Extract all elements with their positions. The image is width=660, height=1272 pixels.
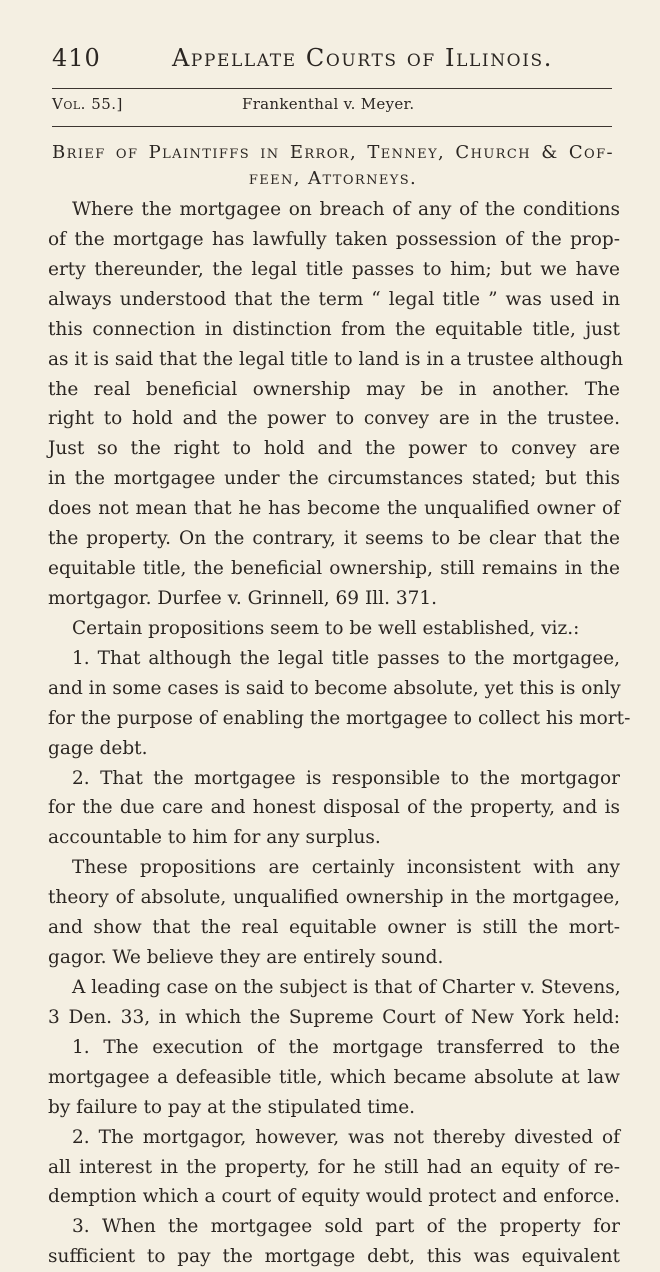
text-line: 2. That the mortgagee is responsible to the mortgagor [72,767,620,789]
brief-heading-line: Brief of Plaintiffs in Error, Tenney, Church & Cof- [52,142,614,163]
running-head [52,44,608,84]
brief-heading [52,140,614,192]
volume-label: Vol. 55.] [52,95,123,113]
case-name: Frankenthal v. Meyer. [242,95,415,113]
text-line: A leading case on the subject is that of Charter v. Stevens, [72,976,621,998]
text-line: demption which a court of equity would protect and enforce. [48,1186,620,1208]
text-line: 1. The execution of the mortgage transferred to the [72,1036,620,1058]
text-line: gagor. We believe they are entirely sound. [48,947,444,969]
case-subheader [52,95,612,123]
text-line: Where the mortgagee on breach of any of the conditions [72,199,620,220]
text-line: and in some cases is said to become absolute, yet this is only [48,677,621,699]
text-line: this connection in distinction from the equitable title, just [48,318,620,340]
text-line: the real beneficial ownership may be in another. The [48,378,620,400]
page-number: 410 [52,44,101,72]
header-rule [52,88,612,89]
text-line: and show that the real equitable owner is still the mort- [48,917,620,939]
text-line: always understood that the term “ legal title ” was used in [48,288,620,310]
text-line: for the purpose of enabling the mortgagee to collect his mort- [48,707,631,729]
text-line: in the mortgagee under the circumstances stated; but this [48,468,620,490]
text-line: Certain propositions seem to be well established, viz.: [72,617,580,639]
text-line: as it is said that the legal title to land is in a trustee although [48,348,623,370]
text-line: mortgagee a defeasible title, which became absolute at law [48,1066,620,1088]
text-line: does not mean that he has become the unqualified owner of [48,498,620,520]
text-line: 1. That although the legal title passes to the mortgagee, [72,647,620,669]
text-line: equitable title, the beneficial ownership, still remains in the [48,558,620,580]
text-line: right to hold and the power to convey are in the trustee. [48,408,620,430]
text-line: 2. The mortgagor, however, was not thereby divested of [72,1126,620,1148]
text-line: all interest in the property, for he still had an equity of re- [48,1156,620,1178]
text-line: 3 Den. 33, in which the Supreme Court of New York held: [48,1006,620,1028]
text-line: 3. When the mortgagee sold part of the property for [72,1216,620,1238]
text-line: of the mortgage has lawfully taken possession of the prop- [48,228,620,250]
subheader-rule [52,126,612,127]
text-line: the property. On the contrary, it seems to be clear that the [48,528,620,550]
text-line: for the due care and honest disposal of the property, and is [48,797,620,819]
brief-heading-line: feen, Attorneys. [248,168,418,189]
text-line: accountable to him for any surplus. [48,827,381,849]
text-line: theory of absolute, unqualified ownership in the mortgagee, [48,887,620,909]
text-line: Just so the right to hold and the power to convey are [48,438,620,460]
text-line: These propositions are certainly inconsistent with any [72,857,620,879]
body-text [48,195,631,1272]
journal-title: Appellate Courts of Illinois. [172,44,554,72]
text-line: mortgagor. Durfee v. Grinnell, 69 Ill. 371. [48,587,438,609]
text-line: by failure to pay at the stipulated time. [48,1096,416,1118]
text-line: erty thereunder, the legal title passes to him; but we have [48,258,620,280]
text-line: gage debt. [48,737,148,759]
text-line: sufficient to pay the mortgage debt, this was equivalent [48,1246,620,1268]
